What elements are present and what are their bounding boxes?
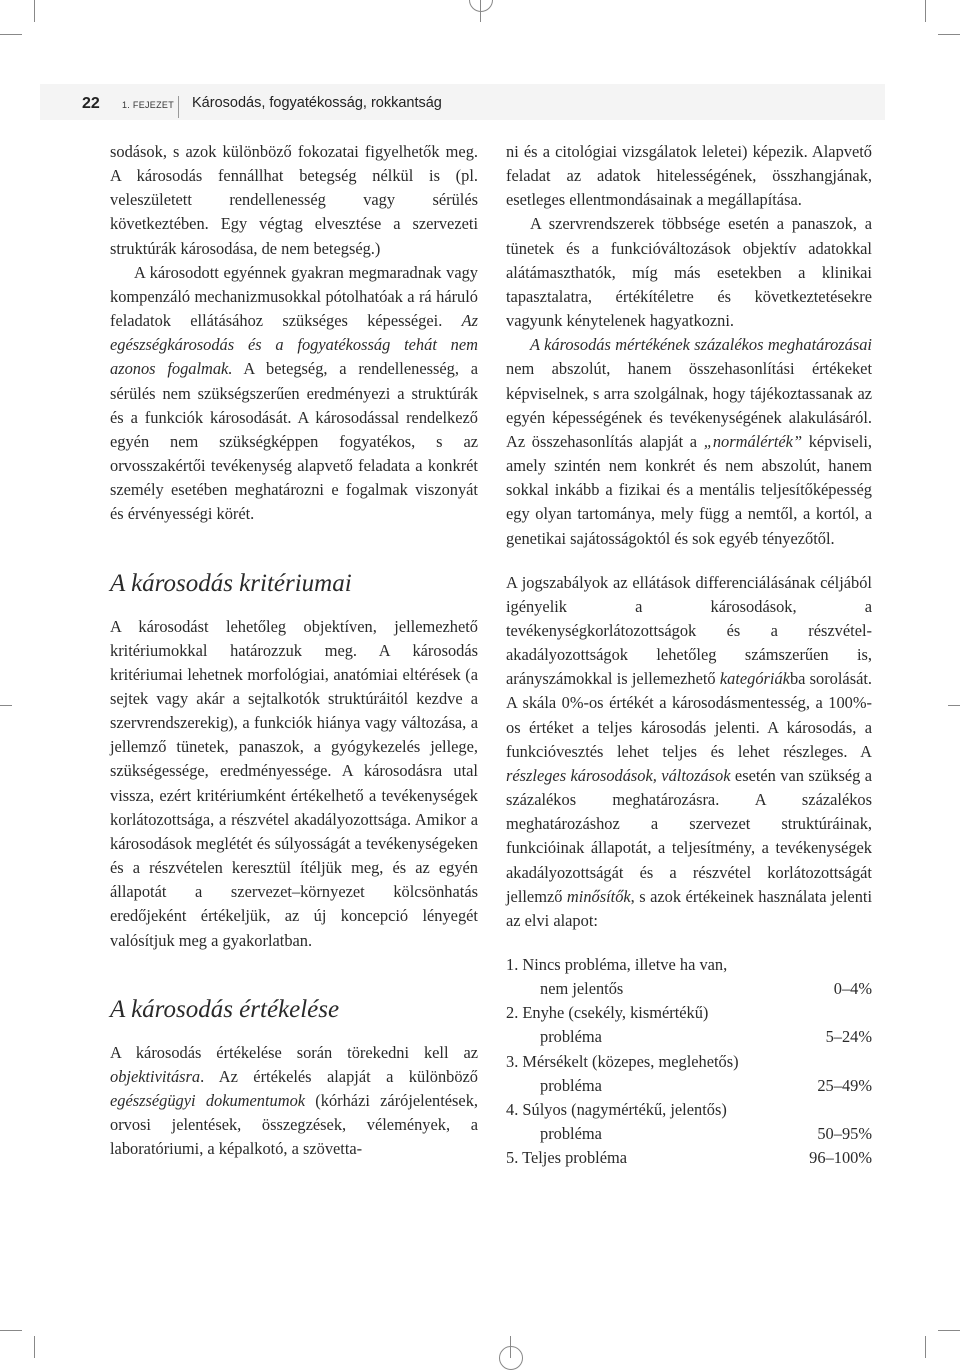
list-item bbox=[506, 953, 872, 1001]
text: esetén van szükség a százalékos meghatározásra. A százalékos meghatározáshoz a szervezet struktúráinak, funkcióinak állapotát, a teljesítmény, a tevékenységek akadályozottságát és a részvétel korlátozottságát jellemző bbox=[506, 765, 872, 906]
scale-label: 2. Enyhe (csekély, kismértékű) bbox=[506, 1003, 709, 1023]
crop-mark bbox=[948, 705, 960, 706]
list-item bbox=[506, 1001, 872, 1049]
scale-row bbox=[506, 1122, 872, 1146]
scale-range: 96–100% bbox=[809, 1148, 872, 1168]
crop-mark bbox=[938, 1330, 960, 1331]
text: A károsodás értékelése során törekedni kell az bbox=[110, 1042, 478, 1062]
left-column bbox=[110, 140, 478, 1161]
paragraph: A szervrendszerek többsége esetén a panaszok, a tünetek és a funkcióváltozások objektív adatokkal alátámaszthatók, míg más esetekben a klinikai tapasztalatra, értékítéletre és következtetésekre vagyunk kénytelenek hagyatkozni. bbox=[506, 214, 872, 331]
spacer bbox=[506, 551, 872, 571]
emphasis: objektivitásra bbox=[110, 1066, 201, 1086]
list-item bbox=[506, 1098, 872, 1146]
scale-row bbox=[506, 977, 872, 1001]
paragraph: ni és a citológiai vizsgálatok leletei) képezik. Alapvető feladat az adatok hitelességének, összhangjának, esetleges ellentmondásainak a megállapítása. bbox=[506, 142, 872, 210]
scale-label: probléma bbox=[540, 1124, 602, 1144]
right-column bbox=[506, 140, 872, 1170]
emphasis: „normálérték” bbox=[703, 431, 803, 451]
scale-label: 4. Súlyos (nagymértékű, jelentős) bbox=[506, 1099, 727, 1119]
chapter-label: 1. FEJEZET bbox=[122, 100, 175, 110]
emphasis: egészségügyi dokumentumok bbox=[110, 1091, 306, 1110]
paragraph bbox=[506, 571, 872, 933]
list-item bbox=[506, 1146, 872, 1170]
scale-range: 25–49% bbox=[817, 1075, 872, 1095]
emphasis: minősítők bbox=[566, 886, 631, 906]
crop-mark bbox=[938, 34, 960, 35]
scale-range: 0–4% bbox=[833, 979, 872, 999]
scale-label: 1. Nincs probléma, illetve ha van, bbox=[506, 955, 728, 974]
scale-label: 5. Teljes probléma bbox=[506, 1148, 627, 1168]
crop-mark bbox=[925, 0, 926, 22]
text: A jogszabályok az ellátások differenciálásának céljából igényelik a károsodások, a tevékenységkorlátozottságok és a részvétel-akadályozottságok lehetőleg számszerűen is, arányszámokkal is jellemezhető bbox=[506, 572, 872, 689]
paragraph: A károsodást lehetőleg objektíven, jellemezhető kritériumokkal határozzuk meg. A károsodás kritériumai lehetnek morfológiai, anatómiai eltérések (a sejtek vagy akár a sejtalkotók struktúráitól kezdve a szervrendszerekig), a funkciók hiánya vagy változása, a jellemző tünetek, panaszok, a gyógykezelés jellege, szükségessége, eredményessége. A károsodásra utal vissza, ezért kritériumként értékelhető a tevékenységek korlátozottsága, a részvétel akadályozottsága. Amikor a károsodások meglétét és súlyosságát a tevékenységeken és a részvételen keresztül ítéljük meg, és az egyén állapotát a szervezet–környezet kölcsönhatás eredőjeként értékeljük, az új koncepció lényegét valósítjuk meg a gyakorlatban. bbox=[110, 616, 478, 950]
header-divider bbox=[178, 96, 179, 118]
scale-row bbox=[506, 1025, 872, 1049]
crop-mark bbox=[0, 1330, 22, 1331]
text: (kórházi zárójelentések, orvosi jelentések, összegzések, vélemények, a laboratóriumi, a képalkotó, a szövetta- bbox=[110, 1091, 478, 1159]
registration-mark bbox=[469, 0, 493, 12]
scale-label: nem jelentős bbox=[540, 979, 624, 999]
scale-row bbox=[506, 1074, 872, 1098]
scale-range: 50–95% bbox=[817, 1124, 872, 1144]
paragraph bbox=[110, 261, 478, 527]
scale-label: 3. Mérsékelt (közepes, meglehetős) bbox=[506, 1051, 739, 1071]
list-item bbox=[506, 1050, 872, 1098]
registration-mark bbox=[499, 1346, 523, 1370]
crop-mark bbox=[0, 34, 22, 35]
paragraph bbox=[506, 333, 872, 550]
text: , s azok értékeinek használata jelenti az elvi alapot: bbox=[506, 886, 872, 930]
scale-label: probléma bbox=[540, 1075, 602, 1095]
text: képviseli, amely szintén nem konkrét és nem abszolút, hanem sokkal inkább a fizikai és a mentális teljesítőképesség egy olyan tartománya, mely függ a nemtől, a kortól, a genetikai sajátosságoktól és sok egyéb tényezőtől. bbox=[506, 431, 872, 548]
text: A károsodott egyénnek gyakran megmaradnak vagy kompenzáló mechanizmusokkal pótolhatóak a rá háruló feladatok ellátásához szükséges képességei. bbox=[110, 262, 478, 331]
emphasis: részleges károsodások, változások bbox=[506, 765, 731, 785]
crop-mark bbox=[0, 705, 12, 706]
text: ba sorolását. A skála 0%-os értékét a károsodásmentesség, a 100%-os értéket a teljes károsodás jelenti. A károsodás, a funkcióvesztés lehet teljes és lehet részleges. A bbox=[506, 669, 872, 761]
section-heading: A károsodás értékelése bbox=[110, 995, 340, 1023]
text: A betegség, a rendellenesség, a sérülés nem szükségszerűen eredményezi a struktúrák és a funkciók károsodását. A károsodással rendelkező egyén nem szükségképpen fogyatékos, s az orvosszakértői tevékenység alapvető feladata a konkrét személy esetében meghatározni e fogalmak viszonyát és érvényességi körét. bbox=[110, 359, 478, 524]
text: nem abszolút, hanem összehasonlítási értékeket képviselnek, s arra szolgálnak, hogy tájékoztassanak az egyén képességének és tevékenységének alakulásáról. Az összehasonlítás alapját a bbox=[506, 359, 872, 451]
severity-scale-list bbox=[506, 953, 872, 1170]
paragraph: sodások, s azok különböző fokozatai figyelhetők meg. A károsodás fennállhat betegség nélkül is (pl. veleszületett rendellenesség vagy sérülés következtében. Egy végtag elvesztése a szervezeti struktúrák károsodása, de nem betegség.) bbox=[110, 142, 478, 258]
emphasis: Az egészségkárosodás és a fogyatékosság tehát nem azonos fogalmak. bbox=[110, 311, 478, 379]
paragraph bbox=[110, 1041, 478, 1162]
crop-mark bbox=[34, 0, 35, 22]
scale-range: 5–24% bbox=[825, 1027, 872, 1047]
chapter-title: Károsodás, fogyatékosság, rokkantság bbox=[192, 95, 442, 111]
emphasis: kategóriák bbox=[719, 669, 790, 689]
spacer bbox=[506, 933, 872, 953]
scale-label: probléma bbox=[540, 1027, 602, 1047]
crop-mark bbox=[925, 1336, 926, 1358]
section-heading: A károsodás kritériumai bbox=[110, 569, 352, 597]
scale-row bbox=[506, 1146, 872, 1170]
crop-mark bbox=[34, 1336, 35, 1358]
page-number: 22 bbox=[82, 95, 100, 112]
emphasis: A károsodás mértékének százalékos meghatározásai bbox=[530, 335, 872, 355]
text: . Az értékelés alapját a különböző bbox=[200, 1066, 478, 1086]
